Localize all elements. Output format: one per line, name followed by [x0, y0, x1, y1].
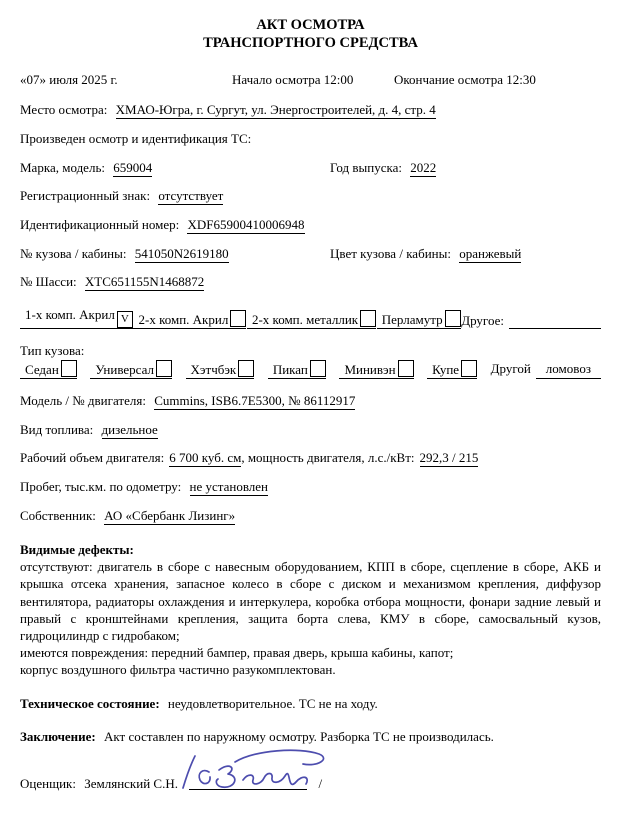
paint-type-row: [20, 307, 601, 329]
defects-label: Видимые дефекты:: [20, 542, 134, 558]
paint-option-metallic: [247, 310, 376, 329]
paint-acryl1-checkmark: V: [120, 312, 129, 325]
signature-slash: /: [318, 776, 323, 792]
paint-metallic-checkbox: [360, 310, 376, 327]
body-type-sedan: [20, 360, 77, 379]
body-type-wagon-label: Универсал: [95, 361, 154, 377]
reg-plate-label: Регистрационный знак:: [20, 188, 151, 204]
make-label: Марка, модель:: [20, 160, 105, 176]
defects-section: [20, 541, 601, 678]
mileage-value: не установлен: [189, 479, 268, 495]
title-line-1: АКТ ОСМОТРА: [256, 17, 365, 33]
body-type-row: [20, 360, 601, 379]
body-type-wagon: [90, 360, 172, 379]
engine-label: Модель / № двигателя:: [20, 392, 146, 408]
chassis-value: XTC651155N1468872: [84, 273, 205, 289]
owner-value: АО «Сбербанк Лизинг»: [104, 508, 236, 524]
field-chassis: [20, 274, 601, 291]
paint-option-metallic-label: 2-х комп. металлик: [251, 311, 359, 327]
signature-field: [189, 762, 307, 796]
field-displacement: [20, 450, 601, 467]
field-mileage: [20, 479, 601, 496]
inspection-end-time: Окончание осмотра 12:30: [394, 72, 536, 88]
inspection-start-time: Начало осмотра 12:00: [232, 72, 354, 88]
vin-label: Идентификационный номер:: [20, 216, 180, 232]
year-label: Год выпуска:: [330, 160, 402, 176]
inspection-date: «07» июля 2025 г.: [20, 72, 118, 88]
appraiser-line: [20, 762, 601, 796]
paint-acryl1-checkbox: [117, 311, 133, 328]
engine-value: Cummins, ISB6.7E5300, № 86112917: [154, 392, 356, 408]
sedan-checkbox: [61, 360, 77, 377]
field-conclusion: [20, 729, 601, 746]
field-engine: [20, 393, 601, 410]
body-type-hatchback: [186, 360, 255, 379]
minivan-checkbox: [398, 360, 414, 377]
body-type-sedan-label: Седан: [25, 361, 59, 377]
defects-extra: корпус воздушного фильтра частично разукомплектован.: [20, 662, 336, 678]
power-value: 292,3 / 215: [419, 450, 479, 466]
conclusion-value: Акт составлен по наружному осмотру. Разборка ТС не производилась.: [104, 729, 494, 745]
fuel-value: дизельное: [101, 421, 158, 437]
body-type-label: Тип кузова:: [20, 342, 85, 358]
title-line-2: ТРАНСПОРТНОГО СРЕДСТВА: [203, 35, 418, 52]
pickup-checkbox: [310, 360, 326, 377]
field-body-number: [20, 246, 330, 262]
body-type-other-value: ломовоз: [536, 361, 601, 379]
paint-option-acryl1-label: 1-х комп. Акрил: [25, 306, 115, 322]
chassis-label: № Шасси:: [20, 273, 77, 289]
paint-option-acryl1: [20, 307, 133, 329]
displacement-value: 6 700 куб. см: [169, 450, 242, 466]
paint-acryl2-checkbox: [230, 310, 246, 327]
year-value: 2022: [410, 160, 437, 176]
vin-value: XDF65900410006948: [187, 216, 305, 232]
paint-option-pearl-label: Перламутр: [381, 311, 443, 327]
paint-option-acryl2-label: 2-х комп. Акрил: [138, 311, 229, 327]
owner-label: Собственник:: [20, 508, 96, 524]
wagon-checkbox: [156, 360, 172, 377]
body-type-pickup-label: Пикап: [272, 361, 308, 377]
body-number-label: № кузова / кабины:: [20, 245, 127, 261]
paint-other-label: Другое:: [461, 312, 504, 328]
reg-plate-value: отсутствует: [158, 188, 224, 204]
field-year: [330, 160, 436, 176]
body-number-value: 541050N2619180: [134, 245, 229, 261]
defects-missing: отсутствуют: двигатель в сборе с навесным оборудованием, КПП в сборе, сцепление в сборе, АКБ и крышка отсека хранения, запасное колесо в сборе с диском и механизмом крепления, диффузор вентилятора, радиаторы охлаждения и интеркулера, коробка отбора мощности, фонари задние левый и правый с кронштейнами крепления, защита борта слева, КМУ в сборе, самосвальный кузов, гидроцилиндр с гидробаком;: [20, 559, 601, 643]
color-value: оранжевый: [459, 245, 522, 261]
field-vin: [20, 217, 601, 234]
body-type-other: [491, 361, 601, 379]
body-type-coupe-label: Купе: [432, 361, 460, 377]
field-color: [330, 246, 521, 262]
field-reg-plate: [20, 188, 601, 205]
field-owner: [20, 508, 601, 525]
inspection-intro: Произведен осмотр и идентификация ТС:: [20, 131, 252, 147]
paint-other-blank: [509, 314, 601, 329]
hatchback-checkbox: [238, 360, 254, 377]
color-label: Цвет кузова / кабины:: [330, 245, 451, 261]
field-place: [20, 102, 601, 119]
row-make-year: [20, 160, 601, 176]
paint-other: [461, 313, 601, 329]
power-label: , мощность двигателя, л.с./кВт:: [241, 450, 415, 466]
header-row: [20, 72, 601, 88]
make-value: 659004: [113, 160, 153, 176]
displacement-label: Рабочий объем двигателя:: [20, 450, 165, 466]
body-type-minivan-label: Минивэн: [344, 361, 396, 377]
paint-pearl-checkbox: [445, 310, 461, 327]
paint-option-pearl: [377, 310, 461, 329]
field-fuel: [20, 422, 601, 439]
place-value: ХМАО-Югра, г. Сургут, ул. Энергостроителей, д. 4, стр. 4: [115, 102, 436, 118]
body-type-other-label: Другой: [490, 360, 531, 376]
body-type-minivan: [339, 360, 413, 379]
defects-damage: имеются повреждения: передний бампер, правая дверь, крыша кабины, капот;: [20, 645, 454, 661]
conclusion-label: Заключение:: [20, 729, 96, 745]
mileage-label: Пробег, тыс.км. по одометру:: [20, 479, 182, 495]
place-label: Место осмотра:: [20, 102, 108, 118]
coupe-checkbox: [461, 360, 477, 377]
signature-scrawl-icon: [177, 746, 347, 798]
paint-option-acryl2: [133, 310, 246, 329]
field-condition: [20, 696, 601, 713]
appraiser-name: Землянский С.Н.: [84, 776, 178, 792]
condition-value: неудовлетворительное. ТС не на ходу.: [167, 696, 378, 712]
body-type-pickup: [268, 360, 326, 379]
condition-label: Техническое состояние:: [20, 696, 160, 712]
fuel-label: Вид топлива:: [20, 421, 94, 437]
body-type-coupe: [427, 360, 477, 379]
appraiser-label: Оценщик:: [20, 776, 76, 792]
row-body-color: [20, 246, 601, 262]
field-make: [20, 160, 330, 176]
body-type-hatchback-label: Хэтчбэк: [190, 361, 237, 377]
document-title: [20, 16, 601, 52]
